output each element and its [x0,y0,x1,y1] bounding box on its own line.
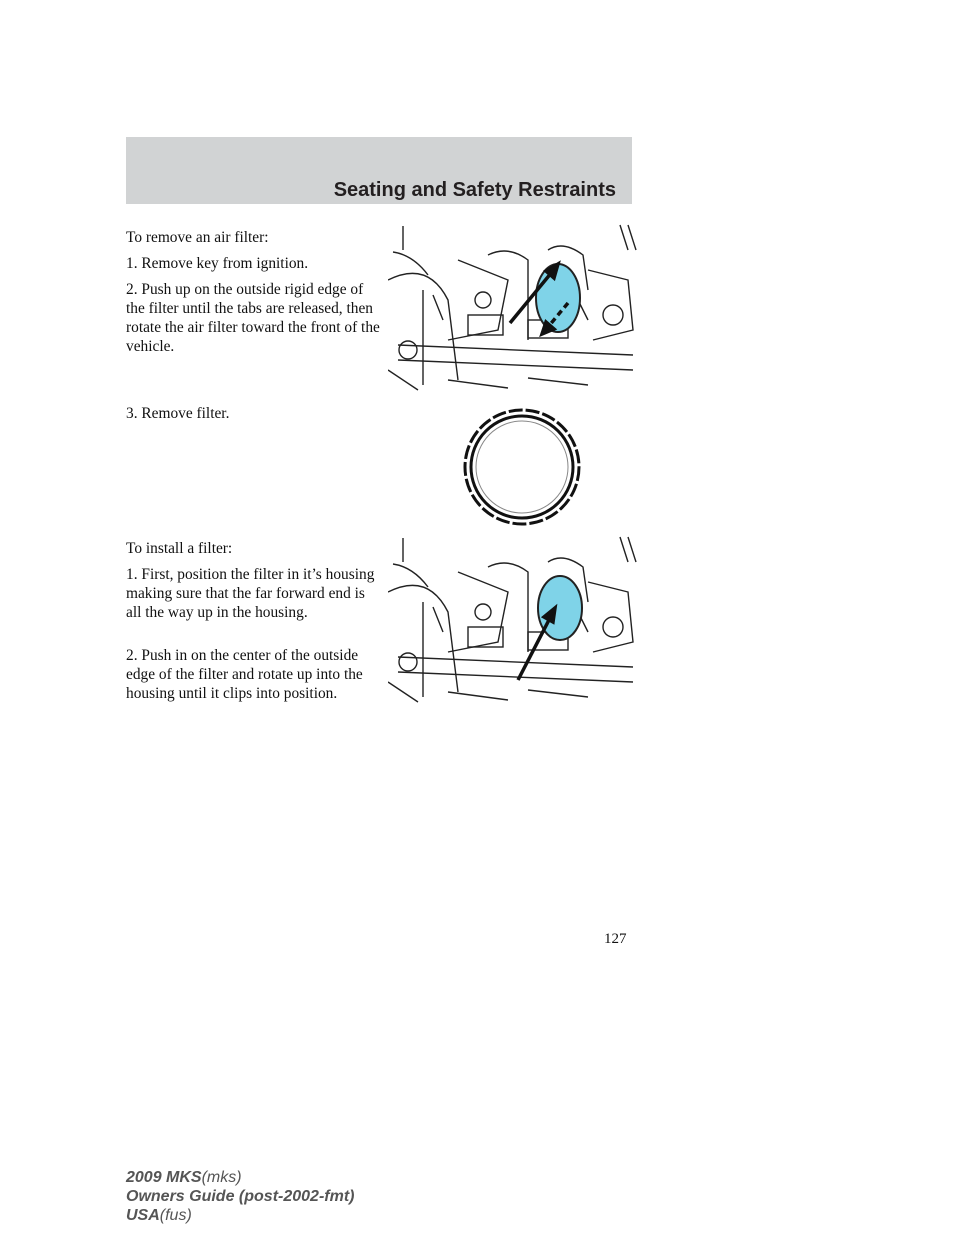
footer [126,1168,354,1225]
footer-line-2: Owners Guide (post-2002-fmt) [126,1188,355,1205]
remove-heading: To remove an air filter: [126,229,269,246]
remove-step-1: 1. Remove key from ignition. [126,255,309,272]
install-step-1: 1. First, position the filter in it’s housing making sure that the far forward end is all the way up in the housing. [126,566,375,621]
section-title: Seating and Safety Restraints [333,179,616,201]
install-filter-illustration [388,532,638,707]
footer-model-code: (mks) [201,1169,242,1186]
install-heading: To install a filter: [126,540,233,557]
header-band [126,137,632,204]
remove-step-3: 3. Remove filter. [126,405,230,422]
install-step-2: 2. Push in on the center of the outside edge of the filter and rotate up into the housing until it clips into position. [126,647,363,702]
page-number: 127 [604,931,627,947]
footer-line-1 [126,1168,354,1187]
footer-line-3 [126,1206,354,1225]
remove-step-2: 2. Push up on the outside rigid edge of the filter until the tabs are released, then rotate the air filter toward the front of the vehicle. [126,281,380,355]
footer-region: USA [126,1207,160,1224]
footer-model: 2009 MKS [126,1169,202,1186]
air-filter-illustration [458,408,586,526]
remove-filter-illustration [388,220,638,395]
footer-region-code: (fus) [159,1207,192,1224]
